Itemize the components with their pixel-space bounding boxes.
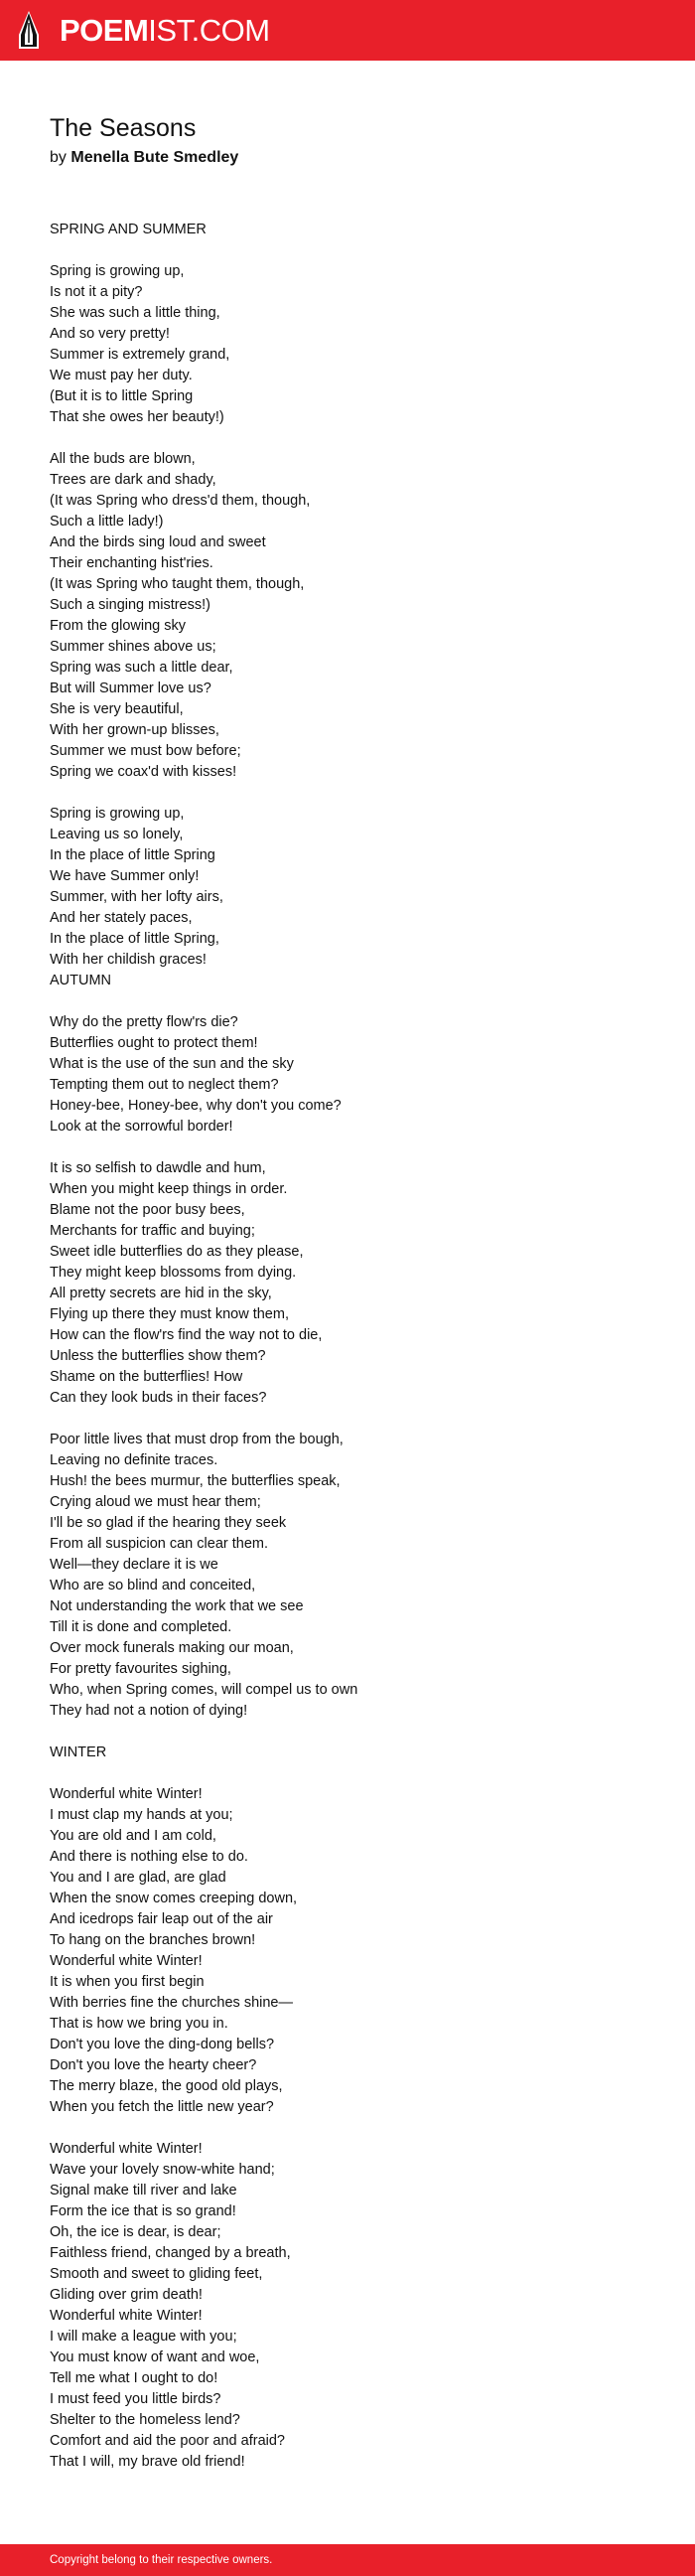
poem-line: SPRING AND SUMMER [50, 222, 207, 237]
poem-line: They had not a notion of dying! [50, 1703, 248, 1719]
poem-line: Wonderful white Winter! [50, 2308, 203, 2324]
poem-line: Spring we coax'd with kisses! [50, 764, 237, 780]
poem-stanza [50, 449, 665, 783]
logo-light-text: IST.COM [148, 13, 270, 48]
poem-stanza [50, 220, 665, 240]
poem-line: To hang on the branches brown! [50, 1932, 256, 1948]
poem-line: Signal make till river and lake [50, 2183, 237, 2198]
poem-line: (But it is to little Spring [50, 388, 194, 404]
by-label: by [50, 149, 67, 166]
poem-stanza [50, 804, 665, 991]
poem-line: Wonderful white Winter! [50, 2141, 203, 2157]
poem-line: Sweet idle butterflies do as they please, [50, 1244, 304, 1260]
poem-line: Summer we must bow before; [50, 743, 241, 759]
poem-line: I will make a league with you; [50, 2329, 237, 2345]
poem-line: Can they look buds in their faces? [50, 1390, 267, 1406]
poem-line: All pretty secrets are hid in the sky, [50, 1286, 272, 1301]
poem-line: Merchants for traffic and buying; [50, 1223, 255, 1239]
poem-line: That I will, my brave old friend! [50, 2454, 245, 2470]
poem-line: We must pay her duty. [50, 368, 193, 383]
poem-line: When you might keep things in order. [50, 1181, 288, 1197]
poem-line: Summer is extremely grand, [50, 347, 230, 363]
poem-stanza [50, 1158, 665, 1409]
poem-line: Butterflies ought to protect them! [50, 1035, 258, 1051]
poem-line: Why do the pretty flow'rs die? [50, 1014, 238, 1030]
poem-stanza [50, 1743, 665, 1763]
poem-line: And her stately paces, [50, 910, 193, 926]
poem-line: What is the use of the sun and the sky [50, 1056, 294, 1072]
poem-line: Honey-bee, Honey-bee, why don't you come? [50, 1098, 342, 1114]
poem-stanza [50, 2139, 665, 2473]
poem-line: Leaving us so lonely, [50, 827, 184, 842]
poem-line: Trees are dark and shady, [50, 472, 216, 488]
copyright-text: Copyright belong to their respective owners. [50, 2554, 273, 2566]
poem-line: It is so selfish to dawdle and hum, [50, 1160, 266, 1176]
poem-stanza [50, 1430, 665, 1722]
poem-line: With her childish graces! [50, 952, 207, 968]
poem-byline [50, 147, 238, 169]
poem-line: Summer shines above us; [50, 639, 216, 655]
poem-line: Summer, with her lofty airs, [50, 889, 223, 905]
poem-line: All the buds are blown, [50, 451, 196, 467]
poem-line: Who are so blind and conceited, [50, 1578, 256, 1593]
poem-line: She was such a little thing, [50, 305, 220, 321]
poem-line: I must clap my hands at you; [50, 1807, 233, 1823]
poem-line: When the snow comes creeping down, [50, 1891, 298, 1906]
pen-nib-icon[interactable] [17, 9, 41, 51]
poem-line: Look at the sorrowful border! [50, 1119, 233, 1135]
poem-line: And so very pretty! [50, 326, 170, 342]
poem-line: Blame not the poor busy bees, [50, 1202, 245, 1218]
poem-line: AUTUMN [50, 973, 112, 988]
poem-line: Tempting them out to neglect them? [50, 1077, 279, 1093]
poem-line: Spring is growing up, [50, 806, 185, 822]
poem-line: Shame on the butterflies! How [50, 1369, 243, 1385]
poem-line: Spring is growing up, [50, 263, 185, 279]
poem-line: In the place of little Spring, [50, 931, 219, 947]
poem-line: That she owes her beauty!) [50, 409, 224, 425]
poem-line: Form the ice that is so grand! [50, 2203, 236, 2219]
poem-line: Tell me what I ought to do! [50, 2370, 218, 2386]
poem-line: The merry blaze, the good old plays, [50, 2078, 283, 2094]
site-footer [0, 2544, 695, 2576]
poem-line: (It was Spring who dress'd them, though, [50, 493, 311, 509]
poem-line: You and I are glad, are glad [50, 1870, 226, 1886]
poem-line: And the birds sing loud and sweet [50, 534, 266, 550]
poem-line: I must feed you little birds? [50, 2391, 221, 2407]
poem-line: We have Summer only! [50, 868, 200, 884]
poem-stanza [50, 261, 665, 428]
poem-line: Smooth and sweet to gliding feet, [50, 2266, 263, 2282]
poem-line: Faithless friend, changed by a breath, [50, 2245, 291, 2261]
poem-line: From all suspicion can clear them. [50, 1536, 268, 1552]
poem-line: Oh, the ice is dear, is dear; [50, 2224, 221, 2240]
poem-line: They might keep blossoms from dying. [50, 1265, 297, 1281]
poem-line: Their enchanting hist'ries. [50, 555, 213, 571]
poem-line: You are old and I am cold, [50, 1828, 216, 1844]
poem-line: WINTER [50, 1744, 107, 1760]
poem-line: Poor little lives that must drop from the bough, [50, 1432, 344, 1447]
poem-line: That is how we bring you in. [50, 2016, 228, 2032]
poem-line: When you fetch the little new year? [50, 2099, 274, 2115]
poem-line: Unless the butterflies show them? [50, 1348, 266, 1364]
poem-line: And there is nothing else to do. [50, 1849, 248, 1865]
poem-body [50, 220, 665, 2494]
poem-line: Crying aloud we must hear them; [50, 1494, 261, 1510]
poem-line: Flying up there they must know them, [50, 1306, 289, 1322]
poem-line: Such a little lady!) [50, 514, 164, 530]
poem-stanza [50, 1784, 665, 2118]
poem-stanza [50, 1012, 665, 1137]
poem-line: And icedrops fair leap out of the air [50, 1911, 273, 1927]
poem-line: You must know of want and woe, [50, 2349, 260, 2365]
poem-line: Well—they declare it is we [50, 1557, 218, 1573]
poem-line: Over mock funerals making our moan, [50, 1640, 294, 1656]
logo-bold-text: POEM [60, 13, 149, 48]
site-header [0, 0, 695, 61]
poem-line: Gliding over grim death! [50, 2287, 203, 2303]
poem-line: Comfort and aid the poor and afraid? [50, 2433, 285, 2449]
poem-line: In the place of little Spring [50, 847, 215, 863]
poem-line: Till it is done and completed. [50, 1619, 232, 1635]
poem-line: Don't you love the hearty cheer? [50, 2057, 257, 2073]
site-logo[interactable] [60, 14, 270, 48]
poem-line: Not understanding the work that we see [50, 1598, 304, 1614]
poem-line: Leaving no definite traces. [50, 1452, 218, 1468]
poem-line: She is very beautiful, [50, 701, 184, 717]
poem-line: Wonderful white Winter! [50, 1953, 203, 1969]
poem-line: I'll be so glad if the hearing they seek [50, 1515, 287, 1531]
poem-line: Who, when Spring comes, will compel us to own [50, 1682, 358, 1698]
poem-line: With her grown-up blisses, [50, 722, 219, 738]
poem-line: Don't you love the ding-dong bells? [50, 2037, 275, 2052]
poem-line: Hush! the bees murmur, the butterflies speak, [50, 1473, 341, 1489]
poem-line: It is when you first begin [50, 1974, 205, 1990]
poem-line: For pretty favourites sighing, [50, 1661, 231, 1677]
poem-line: Spring was such a little dear, [50, 660, 233, 676]
poem-line: Such a singing mistress!) [50, 597, 210, 613]
poem-title: The Seasons [50, 114, 197, 142]
poem-line: How can the flow'rs find the way not to die, [50, 1327, 323, 1343]
poem-line: Is not it a pity? [50, 284, 143, 300]
poem-line: (It was Spring who taught them, though, [50, 576, 305, 592]
poem-line: Wonderful white Winter! [50, 1786, 203, 1802]
poem-author[interactable]: Menella Bute Smedley [70, 149, 239, 166]
poem-line: From the glowing sky [50, 618, 186, 634]
poem-line: But will Summer love us? [50, 681, 211, 696]
poem-line: With berries fine the churches shine— [50, 1995, 293, 2011]
poem-line: Shelter to the homeless lend? [50, 2412, 240, 2428]
poem-line: Wave your lovely snow-white hand; [50, 2162, 275, 2178]
